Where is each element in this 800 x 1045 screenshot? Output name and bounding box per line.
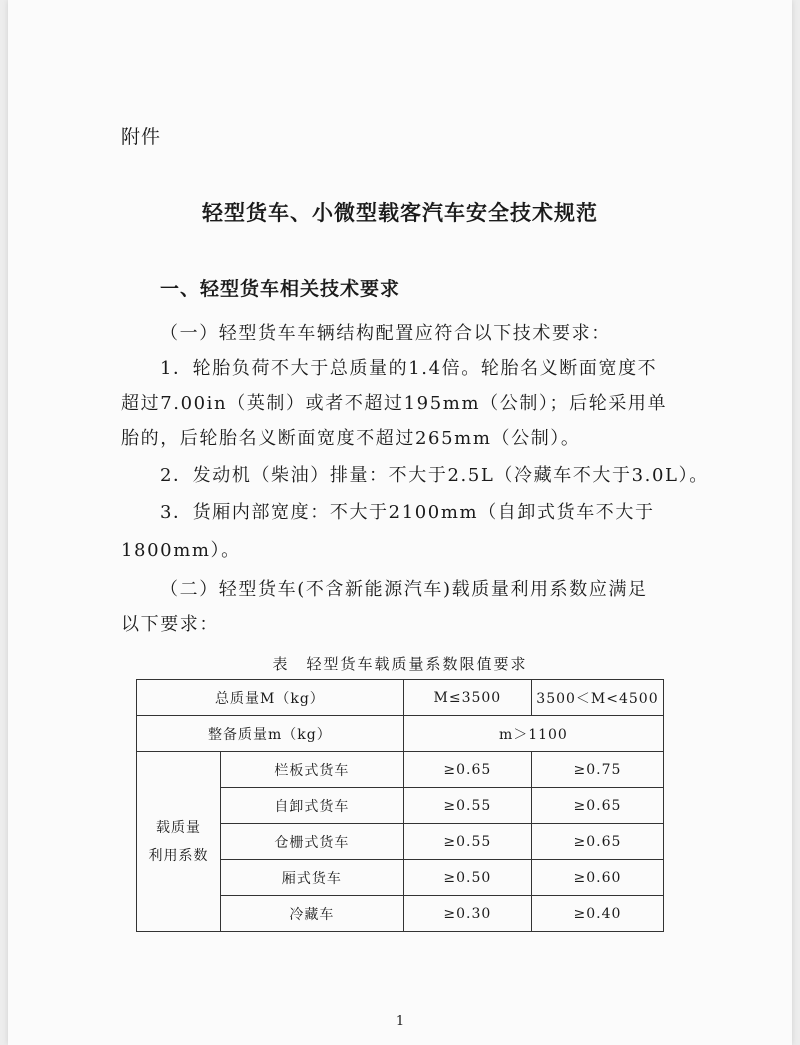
coefficient-limits-table — [136, 679, 664, 932]
paragraph-item-3-line-1: 3．货厢内部宽度：不大于2100mm（自卸式货车不大于 — [160, 502, 655, 523]
paragraph-subsection-2-line-1: （二）轻型货车(不含新能源汽车)载质量利用系数应满足 — [160, 579, 648, 600]
value-a-cell: ≥0.30 — [403, 896, 531, 932]
vehicle-type-cell: 自卸式货车 — [221, 788, 404, 824]
vehicle-type-cell: 冷藏车 — [221, 896, 404, 932]
value-a-cell: ≥0.65 — [403, 752, 531, 788]
curb-mass-row — [137, 716, 664, 752]
paragraph-item-3-line-2: 1800mm）。 — [121, 540, 241, 561]
document-title: 轻型货车、小微型载客汽车安全技术规范 — [202, 201, 598, 225]
load-coefficient-group-label — [137, 752, 221, 932]
value-a-cell: ≥0.55 — [403, 788, 531, 824]
table-caption: 表 轻型货车载质量系数限值要求 — [272, 655, 528, 673]
value-b-cell: ≥0.75 — [531, 752, 663, 788]
paragraph-subsection-2-line-2: 以下要求： — [121, 614, 219, 635]
page-number: 1 — [395, 1014, 405, 1029]
value-b-cell: ≥0.60 — [531, 860, 663, 896]
value-b-cell: ≥0.65 — [531, 788, 663, 824]
table-row — [137, 752, 664, 788]
paragraph-item-1-line-2: 超过7.00in（英制）或者不超过195mm（公制）；后轮采用单 — [121, 393, 668, 414]
paragraph-item-1-line-3: 胎的，后轮胎名义断面宽度不超过265mm（公制）。 — [121, 428, 581, 449]
value-a-cell: ≥0.55 — [403, 824, 531, 860]
vehicle-type-cell: 厢式货车 — [221, 860, 404, 896]
attachment-label: 附件 — [121, 126, 162, 148]
paragraph-item-1-line-1: 1．轮胎负荷不大于总质量的1.4倍。轮胎名义断面宽度不 — [160, 358, 658, 379]
group-label-line-2: 利用系数 — [148, 847, 209, 864]
header-total-mass-label: 总质量M（kg） — [137, 680, 404, 716]
vehicle-type-cell: 栏板式货车 — [221, 752, 404, 788]
vehicle-type-cell: 仓栅式货车 — [221, 824, 404, 860]
paragraph-subsection-1: （一）轻型货车车辆结构配置应符合以下技术要求： — [160, 323, 611, 344]
value-b-cell: ≥0.65 — [531, 824, 663, 860]
document-page — [8, 0, 792, 1045]
curb-mass-label: 整备质量m（kg） — [137, 716, 404, 752]
group-label-line-1: 载质量 — [156, 819, 202, 836]
curb-mass-value: m＞1100 — [403, 716, 663, 752]
table-header-row — [137, 680, 664, 716]
section-heading: 一、轻型货车相关技术要求 — [160, 278, 401, 300]
value-a-cell: ≥0.50 — [403, 860, 531, 896]
paragraph-item-2: 2．发动机（柴油）排量：不大于2.5L（冷藏车不大于3.0L）。 — [160, 465, 709, 486]
header-col-b: 3500＜M<4500 — [531, 680, 663, 716]
value-b-cell: ≥0.40 — [531, 896, 663, 932]
header-col-a: M≤3500 — [403, 680, 531, 716]
